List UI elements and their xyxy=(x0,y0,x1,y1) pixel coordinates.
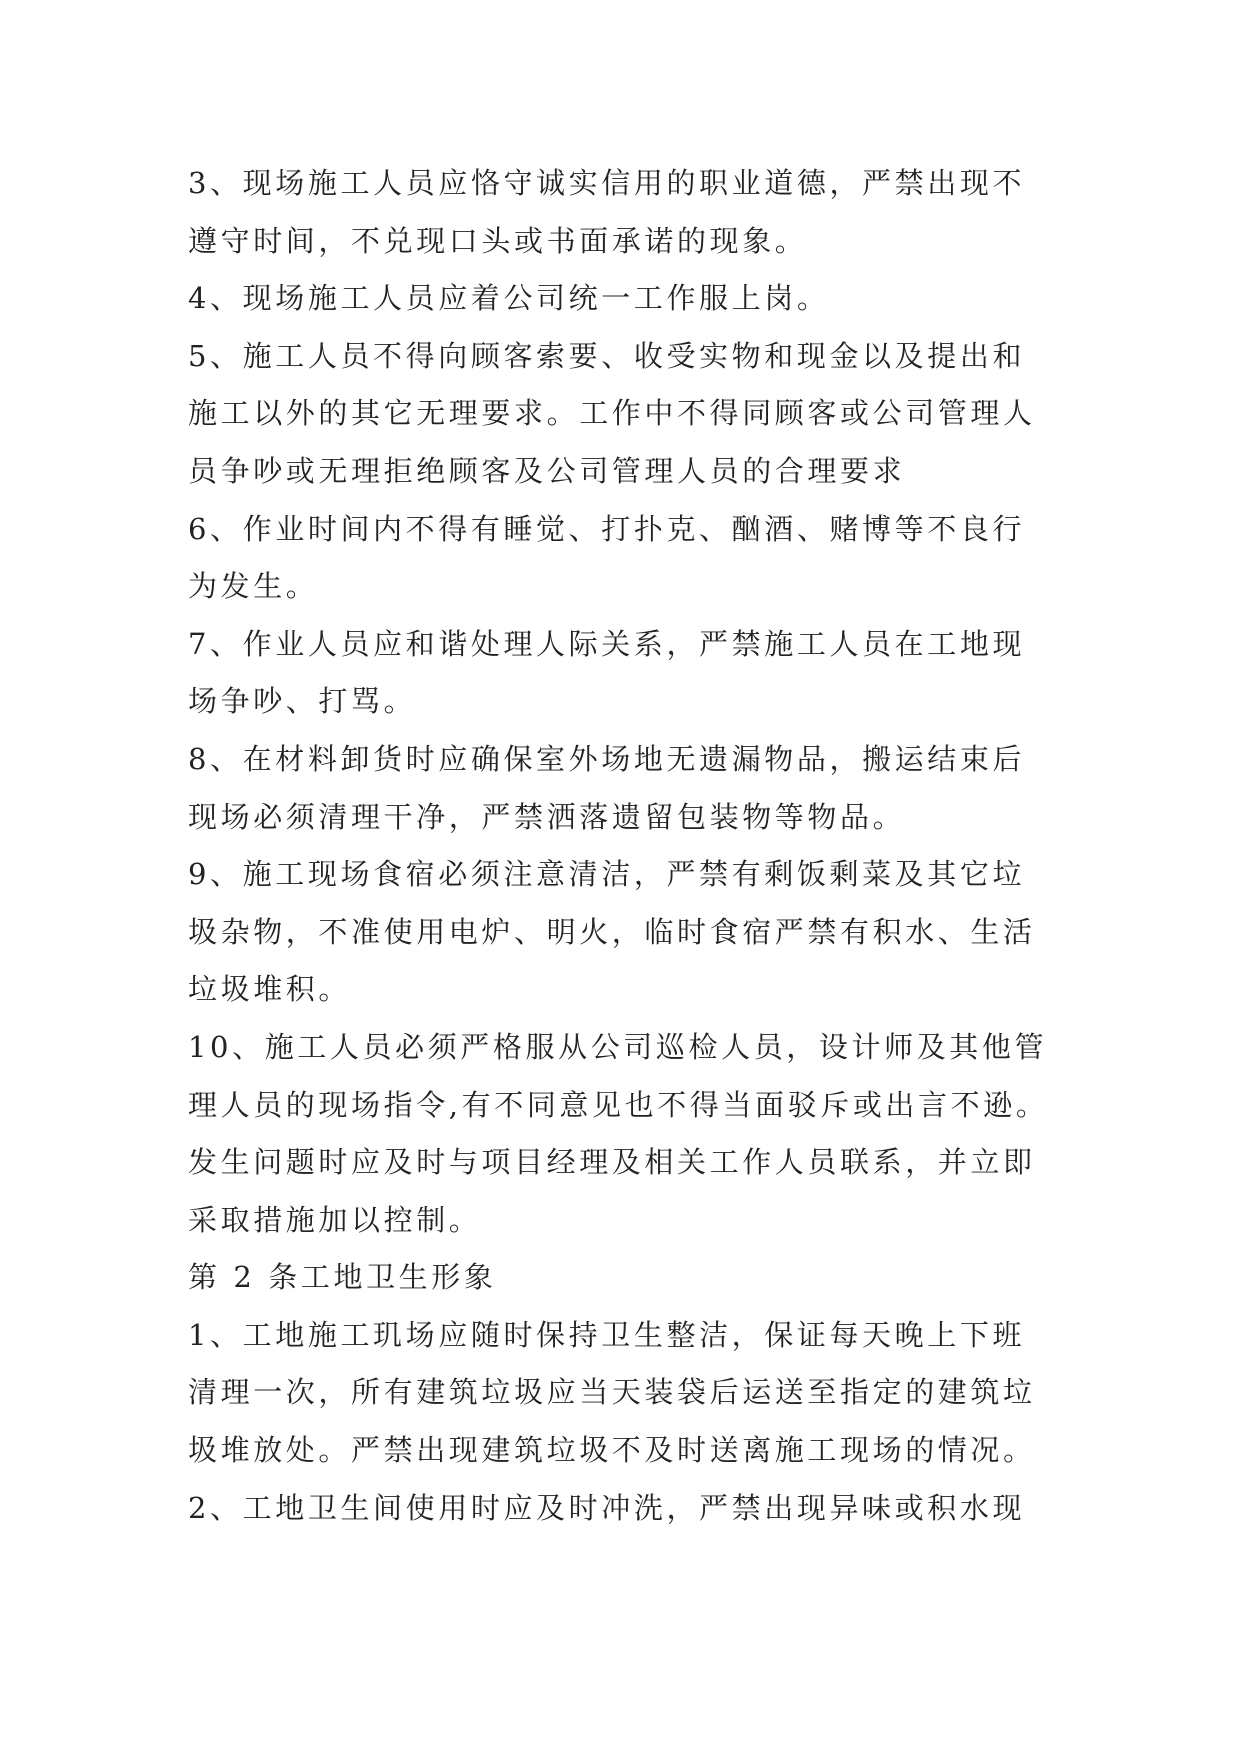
text-line: 发生问题时应及时与项目经理及相关工作人员联系，并立即 xyxy=(188,1145,1036,1180)
text-line: 场争吵、打骂。 xyxy=(188,684,417,719)
text-line: 圾堆放处。严禁出现建筑垃圾不及时送离施工现场的情况。 xyxy=(188,1433,1036,1468)
text-line: 8、在材料卸货时应确保室外场地无遗漏物品，搬运结束后 xyxy=(188,741,1026,776)
text-line: 圾杂物，不准使用电炉、明火，临时食宿严禁有积水、生活 xyxy=(188,914,1036,949)
text-line: 10、施工人员必须严格服从公司巡检人员，设计师及其他管 xyxy=(188,1029,1048,1064)
text-line: 5、施工人员不得向顾客索要、收受实物和现金以及提出和 xyxy=(188,338,1026,373)
text-line: 理人员的现场指令,有不同意见也不得当面驳斥或出言不逊。 xyxy=(188,1087,1049,1122)
text-line: 现场必须清理干净，严禁洒落遗留包装物等物品。 xyxy=(188,799,906,834)
text-line: 1、工地施工玑场应随时保持卫生整洁，保证每天晚上下班 xyxy=(188,1317,1026,1352)
text-line: 采取措施加以控制。 xyxy=(188,1202,482,1237)
text-line: 3、现场施工人员应恪守诚实信用的职业道德，严禁出现不 xyxy=(188,166,1026,200)
text-line: 施工以外的其它无理要求。工作中不得同顾客或公司管理人 xyxy=(188,396,1036,431)
text-line: 员争吵或无理拒绝顾客及公司管理人员的合理要求 xyxy=(188,453,906,488)
text-line: 为发生。 xyxy=(188,569,319,604)
text-line: 垃圾堆积。 xyxy=(188,972,352,1007)
text-line: 遵守时间，不兑现口头或书面承诺的现象。 xyxy=(188,223,808,258)
text-line: 6、作业时间内不得有睡觉、打扑克、酗酒、赌博等不良行 xyxy=(188,511,1026,546)
text-line: 7、作业人员应和谐处理人际关系，严禁施工人员在工地现 xyxy=(188,626,1026,661)
text-line: 9、施工现场食宿必须注意清洁，严禁有剩饭剩菜及其它垃 xyxy=(188,857,1026,892)
text-line: 2、工地卫生间使用时应及时冲洗，严禁出现异味或积水现 xyxy=(188,1490,1026,1525)
section-heading: 第 2 条工地卫生形象 xyxy=(188,1260,497,1295)
text-line: 4、现场施工人员应着公司统一工作服上岗。 xyxy=(188,281,830,316)
document-body xyxy=(188,155,1068,1537)
text-line: 清理一次，所有建筑垃圾应当天装袋后运送至指定的建筑垃 xyxy=(188,1375,1036,1410)
